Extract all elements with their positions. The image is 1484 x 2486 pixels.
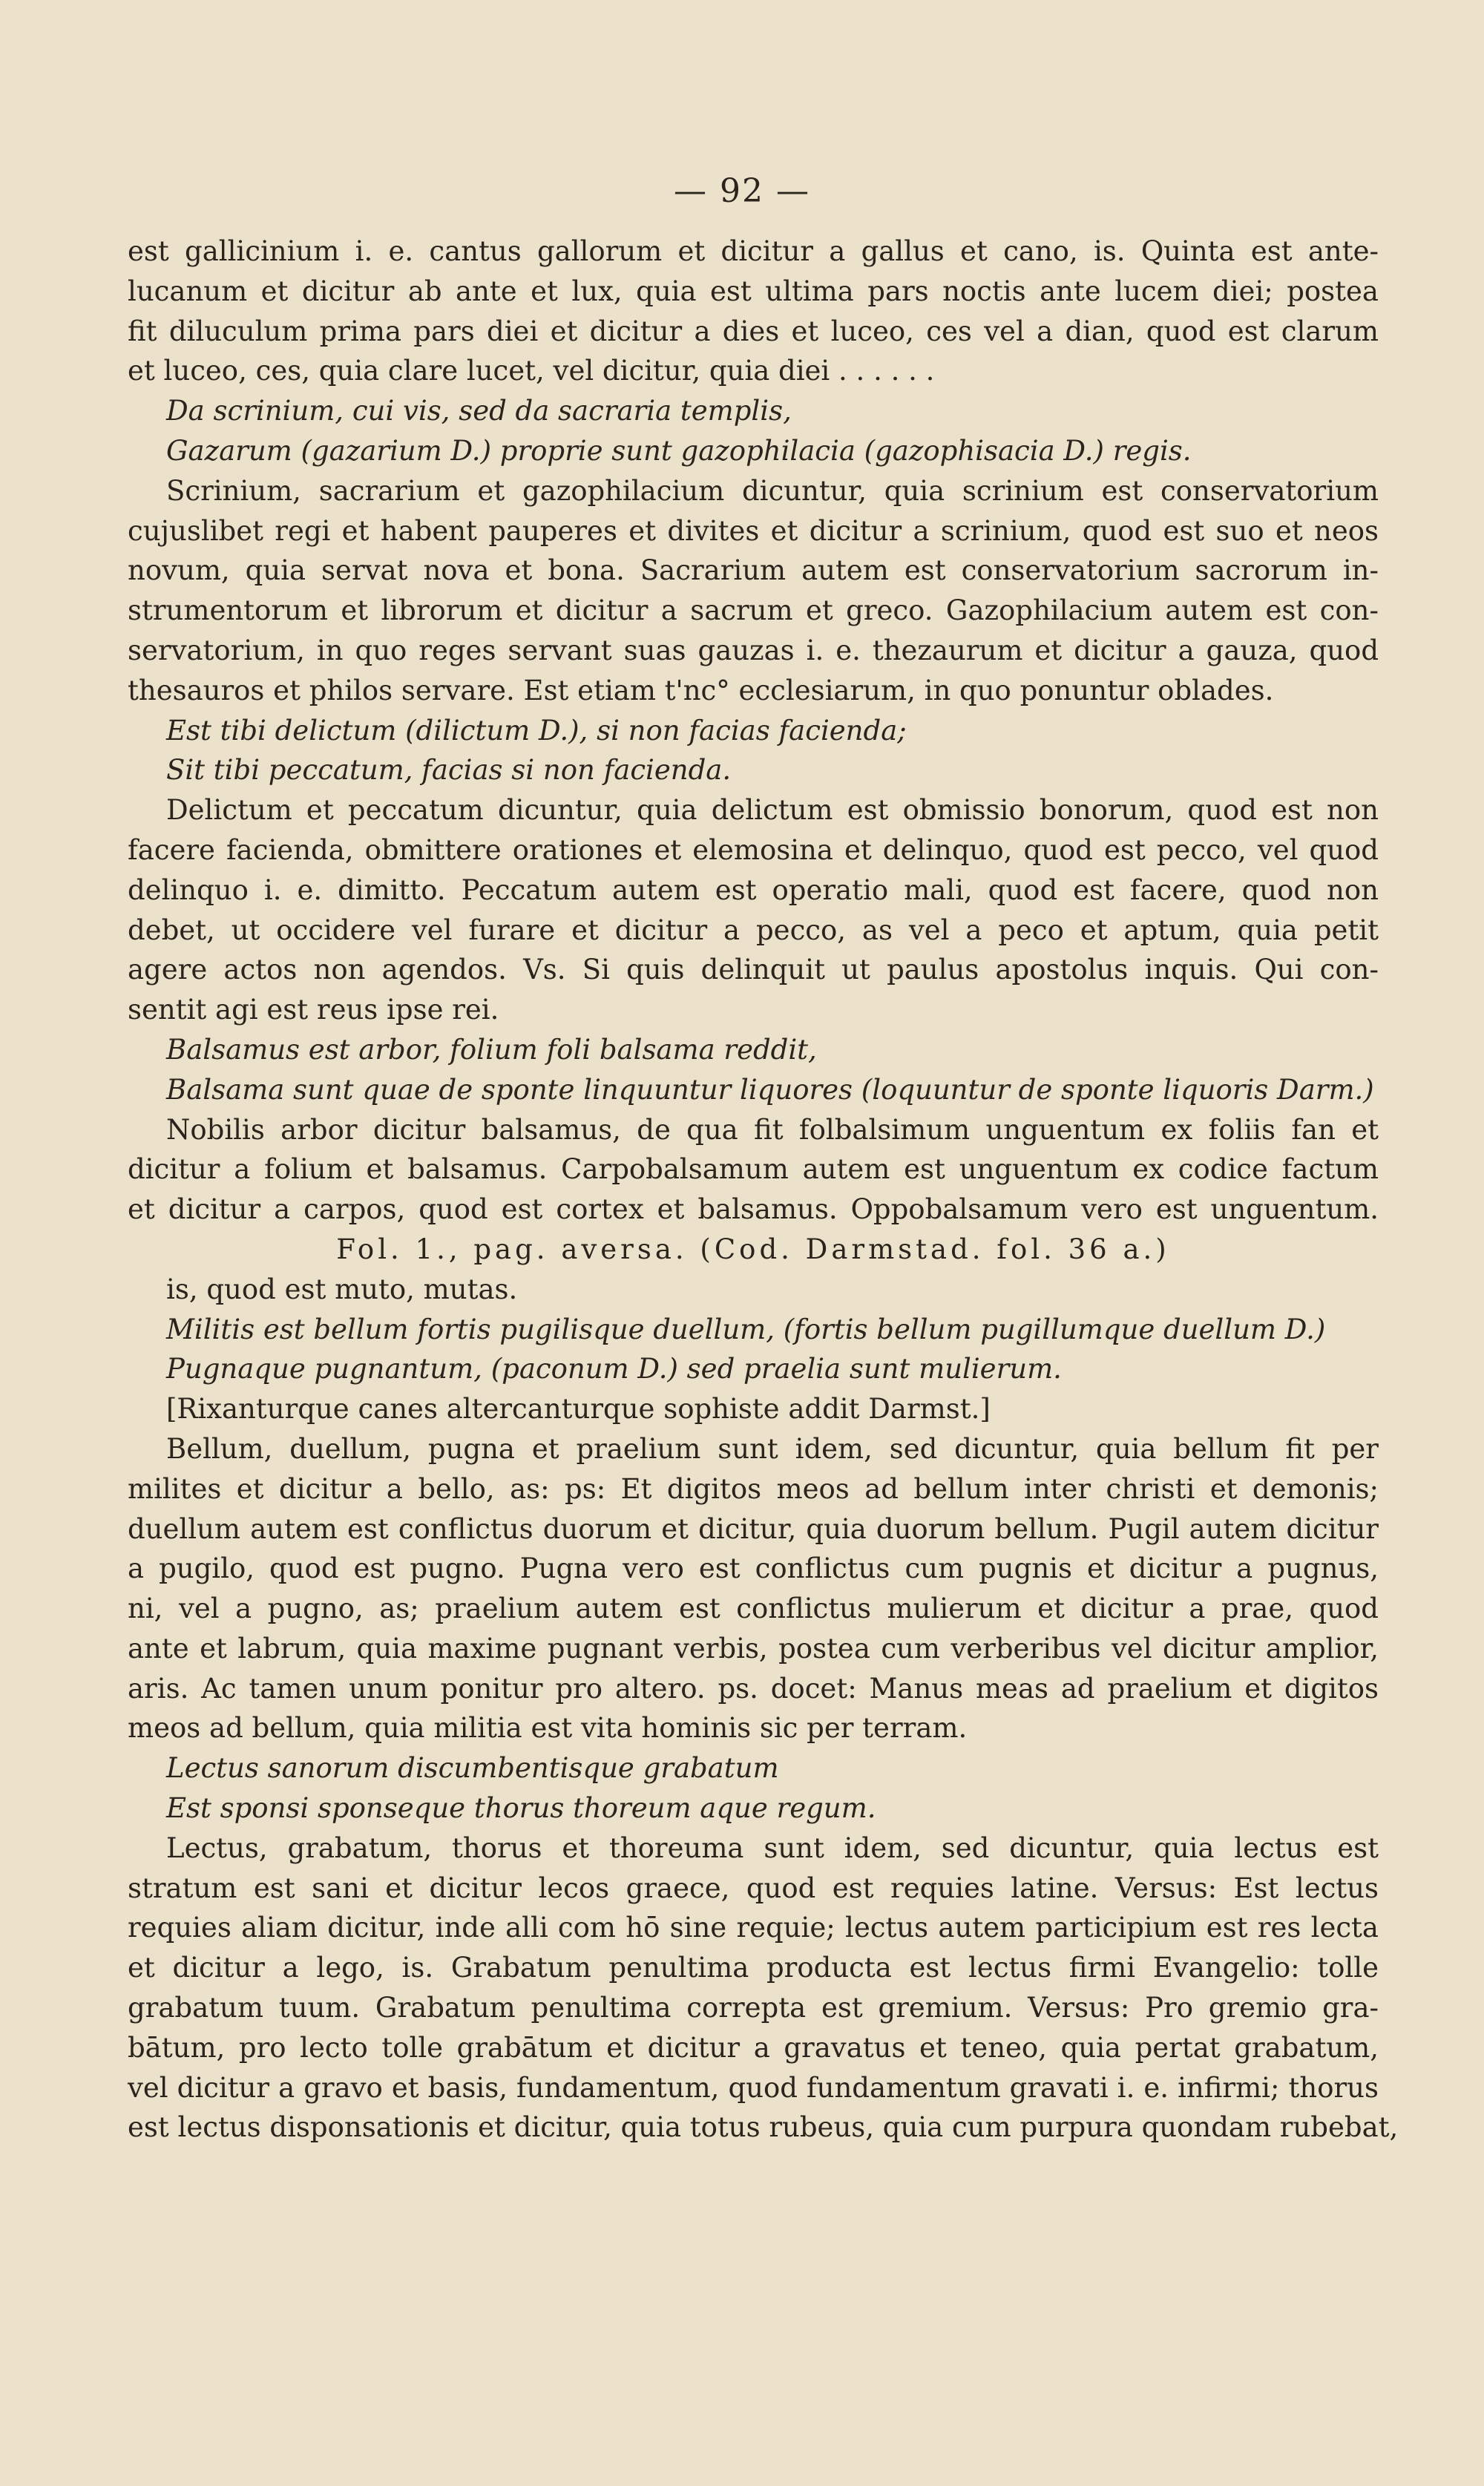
- text-line: agere actos non agendos. Vs. Si quis delinquit ut paulus apostolus inquis. Qui con-: [128, 954, 1379, 986]
- text-line: sentit agi est reus ipse rei.: [128, 994, 499, 1026]
- text-line: Est tibi delictum (dilictum D.), si non facias facienda;: [166, 714, 907, 747]
- text-line: Da scrinium, cui vis, sed da sacraria templis,: [166, 395, 792, 427]
- text-line: grabatum tuum. Grabatum penultima correpta est gremium. Versus: Pro gremio gra-: [128, 1992, 1379, 2024]
- text-line: strumentorum et librorum et dicitur a sacrum et greco. Gazophilacium autem est con-: [128, 594, 1379, 627]
- text-line: Pugnaque pugnantum, (paconum D.) sed praelia sunt mulierum.: [166, 1353, 1062, 1385]
- text-line: Lectus sanorum discumbentisque grabatum: [166, 1752, 779, 1785]
- text-line: vel dicitur a gravo et basis, fundamentum, quod fundamentum gravati i. e. infirmi; thorus: [128, 2071, 1379, 2104]
- text-line: debet, ut occidere vel furare et dicitur a pecco, as vel a peco et aptum, quia petit: [128, 914, 1379, 946]
- text-line: servatorium, in quo reges servant suas gauzas i. e. thezaurum et dicitur a gauza, quod: [128, 634, 1379, 666]
- text-line: Est sponsi sponseque thorus thoreum aque regum.: [166, 1792, 876, 1825]
- text-line: bātum, pro lecto tolle grabātum et dicitur a gravatus et teneo, quia pertat grabatum,: [128, 2031, 1379, 2064]
- text-line: dicitur a folium et balsamus. Carpobalsamum autem est unguentum ex codice factum: [128, 1153, 1379, 1186]
- text-line: cujuslibet regi et habent pauperes et divites et dicitur a scrinium, quod est suo et neos: [128, 514, 1379, 547]
- text-line: meos ad bellum, quia militia est vita hominis sic per terram.: [128, 1712, 968, 1745]
- text-line: et dicitur a lego, is. Grabatum penultima producta est lectus firmi Evangelio: tolle: [128, 1952, 1379, 1984]
- text-line: est lectus disponsationis et dicitur, quia totus rubeus, quia cum purpura quondam rubebat,: [128, 2111, 1399, 2144]
- text-line: et dicitur a carpos, quod est cortex et balsamus. Oppobalsamum vero est unguentum.: [128, 1193, 1379, 1226]
- text-line: fit diluculum prima pars diei et dicitur a dies et luceo, ces vel a dian, quod est clarum: [128, 315, 1379, 347]
- text-line: requies aliam dicitur, inde alli com hō sine requie; lectus autem participium est res lecta: [128, 1912, 1379, 1944]
- body-text: [128, 232, 1399, 2148]
- text-line: Gazarum (gazarium D.) proprie sunt gazophilacia (gazophisacia D.) regis.: [166, 434, 1192, 467]
- text-line: lucanum et dicitur ab ante et lux, quia est ultima pars noctis ante lucem diei; postea: [128, 275, 1379, 307]
- text-line: aris. Ac tamen unum ponitur pro altero. ps. docet: Manus meas ad praelium et digitos: [128, 1672, 1379, 1705]
- text-line: Scrinium, sacrarium et gazophilacium dicuntur, quia scrinium est conservatorium: [166, 474, 1379, 507]
- text-line: Sit tibi peccatum, facias si non facienda.: [166, 754, 732, 787]
- text-line: Bellum, duellum, pugna et praelium sunt idem, sed dicuntur, quia bellum fit per: [166, 1432, 1379, 1465]
- text-line: et luceo, ces, quia clare lucet, vel dicitur, quia diei . . . . . .: [128, 355, 935, 387]
- text-line: ni, vel a pugno, as; praelium autem est conflictus mulierum et dicitur a prae, quod: [128, 1593, 1379, 1625]
- text-line: Lectus, grabatum, thorus et thoreuma sunt idem, sed dicuntur, quia lectus est: [166, 1831, 1379, 1864]
- text-line: thesauros et philos servare. Est etiam t'nc° ecclesiarum, in quo ponuntur oblades.: [128, 674, 1274, 706]
- text-line: ante et labrum, quia maxime pugnant verbis, postea cum verberibus vel dicitur amplior,: [128, 1632, 1379, 1665]
- text-line: delinquo i. e. dimitto. Peccatum autem est operatio mali, quod est facere, quod non: [128, 873, 1379, 906]
- text-line: est gallicinium i. e. cantus gallorum et dicitur a gallus et cano, is. Quinta est ante-: [128, 235, 1379, 267]
- text-line: Militis est bellum fortis pugilisque duellum, (fortis bellum pugillumque duellum D.): [166, 1313, 1326, 1345]
- text-line: duellum autem est conflictus duorum et dicitur, quia duorum bellum. Pugil autem dicitur: [128, 1512, 1379, 1545]
- text-line: stratum est sani et dicitur lecos graece, quod est requies latine. Versus: Est lectus: [128, 1872, 1379, 1904]
- text-line: Balsama sunt quae de sponte linquuntur liquores (loquuntur de sponte liquoris Darm.): [166, 1073, 1374, 1106]
- page-number: — 92 —: [674, 172, 810, 210]
- text-line: novum, quia servat nova et bona. Sacrarium autem est conservatorium sacrorum in-: [128, 554, 1379, 587]
- text-line: Nobilis arbor dicitur balsamus, de qua fit folbalsimum unguentum ex foliis fan et: [166, 1113, 1379, 1146]
- text-line: Balsamus est arbor, folium foli balsama reddit,: [166, 1033, 817, 1066]
- text-line: [Rixanturque canes altercanturque sophiste addit Darmst.]: [166, 1393, 991, 1426]
- text-line: a pugilo, quod est pugno. Pugna vero est conflictus cum pugnis et dicitur a pugnus,: [128, 1552, 1379, 1585]
- text-line: milites et dicitur a bello, as: ps: Et digitos meos ad bellum inter christi et demonis;: [128, 1472, 1379, 1505]
- text-line: Delictum et peccatum dicuntur, quia delictum est obmissio bonorum, quod est non: [166, 794, 1379, 827]
- text-line: facere facienda, obmittere orationes et elemosina et delinquo, quod est pecco, vel quod: [128, 833, 1379, 866]
- text-line: is, quod est muto, mutas.: [166, 1273, 518, 1305]
- text-line: Fol. 1., pag. aversa. (Cod. Darmstad. fol. 36 a.): [336, 1233, 1170, 1265]
